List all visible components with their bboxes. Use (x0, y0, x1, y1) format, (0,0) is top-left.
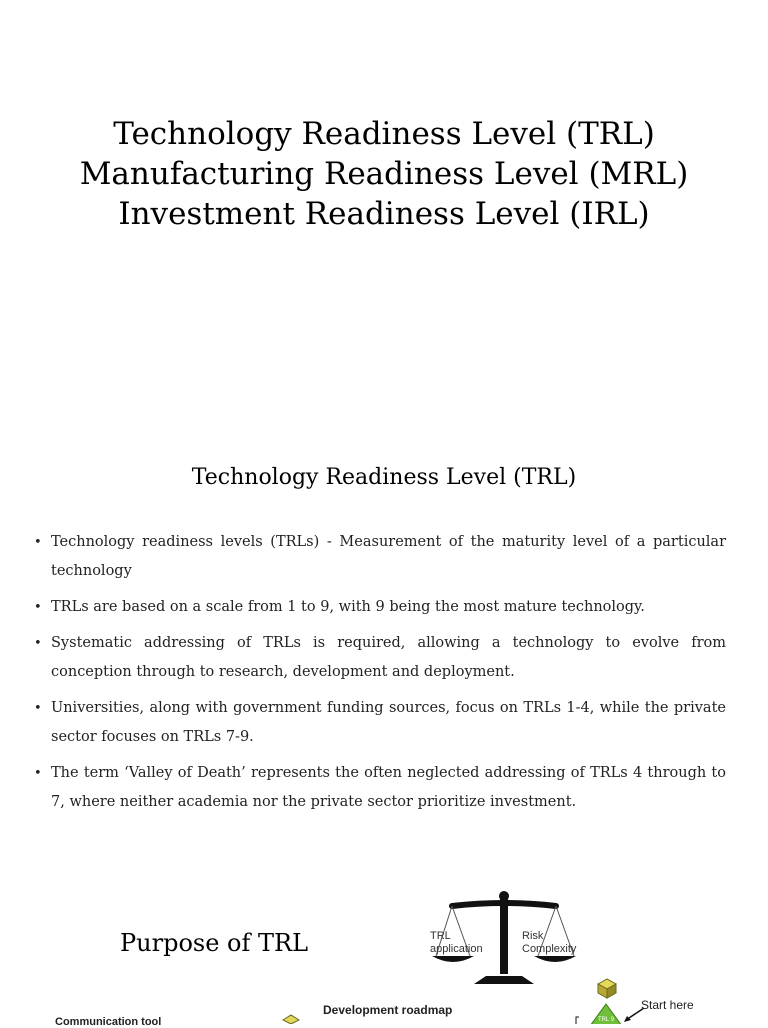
start-here-label: Start here (641, 998, 694, 1012)
title-line-mrl: Manufacturing Readiness Level (MRL) (79, 156, 689, 192)
bullet-dot: • (34, 766, 42, 781)
slide2-heading: Technology Readiness Level (TRL) (191, 465, 577, 490)
scale-left-label: TRL application (430, 930, 483, 955)
communication-tool-label: Communication tool (55, 1016, 162, 1028)
bullet-text: The term ‘Valley of Death’ represents the often neglected addressing of TRLs 4 through to 7, where neither academia nor the private sector prioritize investment. (51, 765, 726, 810)
bullet-text: Technology readiness levels (TRLs) - Measurement of the maturity level of a particular technology (51, 534, 726, 579)
bullet-text: Systematic addressing of TRLs is required, allowing a technology to evolve from conception through to research, development and deployment. (51, 635, 726, 680)
title-line-irl: Investment Readiness Level (IRL) (118, 196, 650, 232)
bracket-icon (574, 1016, 580, 1024)
slide1-title (0, 114, 768, 234)
bullet-item (34, 694, 726, 752)
cube-icon (280, 1012, 302, 1024)
scale-right-label: Risk Complexity (522, 930, 577, 955)
triangle-badge-icon (588, 1002, 624, 1024)
cube-icon (594, 976, 620, 1000)
bullet-dot: • (34, 636, 42, 651)
purpose-title: Purpose of TRL (120, 929, 309, 957)
bullet-text: Universities, along with government funding sources, focus on TRLs 1-4, while the private sector focuses on TRLs 7-9. (51, 700, 726, 745)
bullet-item (34, 528, 726, 586)
bullet-item (34, 593, 726, 622)
bullet-item (34, 759, 726, 817)
bullet-dot: • (34, 535, 42, 550)
trl9-badge-label: TRL 9 (597, 1017, 615, 1023)
bullet-item (34, 629, 726, 687)
bullet-list (34, 528, 726, 824)
title-line-trl: Technology Readiness Level (TRL) (113, 116, 655, 152)
development-roadmap-label: Development roadmap (323, 1003, 453, 1017)
bullet-text: TRLs are based on a scale from 1 to 9, with 9 being the most mature technology. (51, 599, 645, 615)
bullet-dot: • (34, 701, 42, 716)
bullet-dot: • (34, 600, 42, 615)
